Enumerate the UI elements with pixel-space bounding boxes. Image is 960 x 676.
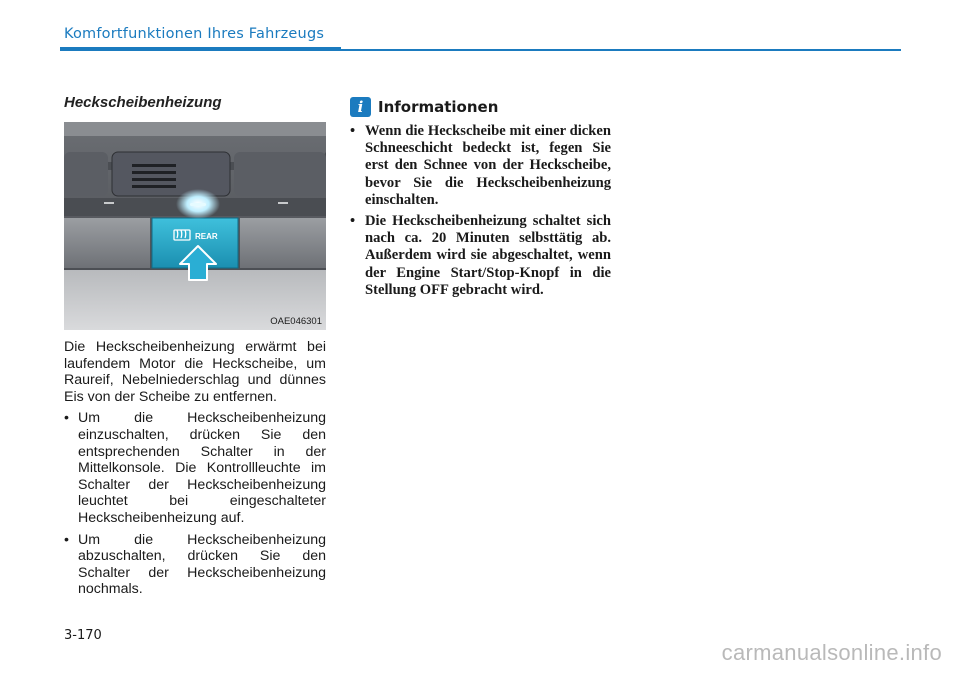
rear-defroster-figure (64, 122, 326, 330)
bullet-mark: • (64, 410, 69, 427)
bullet-mark: • (350, 213, 356, 230)
list-item-text: Wenn die Heckscheibe mit einer dicken Schneeschicht bedeckt ist, fegen Sie erst den Schnee von der Heckscheibe, bevor Sie die Heckscheibenheizung einschalten. (365, 123, 611, 208)
header-rule (341, 49, 901, 51)
body-text (64, 339, 326, 603)
list-item-text: Um die Heckscheibenheizung einzuschalten, drücken Sie den entsprechenden Schalter in der Mittelkonsole. Die Kontrollleuchte im Schalter der Heckscheibenheizung leuchtet bei eingeschalteter Heckscheibenheizung auf. (78, 410, 326, 526)
intro-paragraph: Die Heckscheibenheizung erwärmt bei laufendem Motor die Heckscheibe, um Raureif, Nebelniederschlag und dünnes Eis von der Scheibe zu entfernen. (64, 339, 326, 405)
page-number: 3-170 (64, 628, 102, 643)
bullet-mark: • (64, 531, 69, 548)
bullet-mark: • (350, 123, 356, 139)
list-item (350, 123, 611, 209)
list-item (64, 410, 326, 526)
section-heading: Heckscheibenheizung (64, 94, 222, 111)
figure-code: OAE046301 (270, 316, 322, 327)
chapter-title: Komfortfunktionen Ihres Fahrzeugs (64, 26, 325, 42)
list-item (350, 213, 611, 299)
button-label: REAR (195, 232, 218, 241)
list-item (64, 532, 326, 598)
watermark: carmanualsonline.info (721, 640, 942, 665)
list-item-text: Die Heckscheibenheizung schaltet sich nach ca. 20 Minuten selbsttätig ab. Außerdem wird sie abgeschaltet, wenn der Engine Start/Stop-Knopf in die Stellung OFF gebracht wird. (365, 213, 611, 298)
info-title: Informationen (378, 98, 499, 116)
list-item-text: Um die Heckscheibenheizung abzuschalten, drücken Sie den Schalter der Heckscheibenheizung nochmals. (78, 531, 326, 598)
info-icon: i (350, 97, 371, 117)
header-rule-accent (60, 47, 341, 51)
info-box (350, 123, 611, 303)
